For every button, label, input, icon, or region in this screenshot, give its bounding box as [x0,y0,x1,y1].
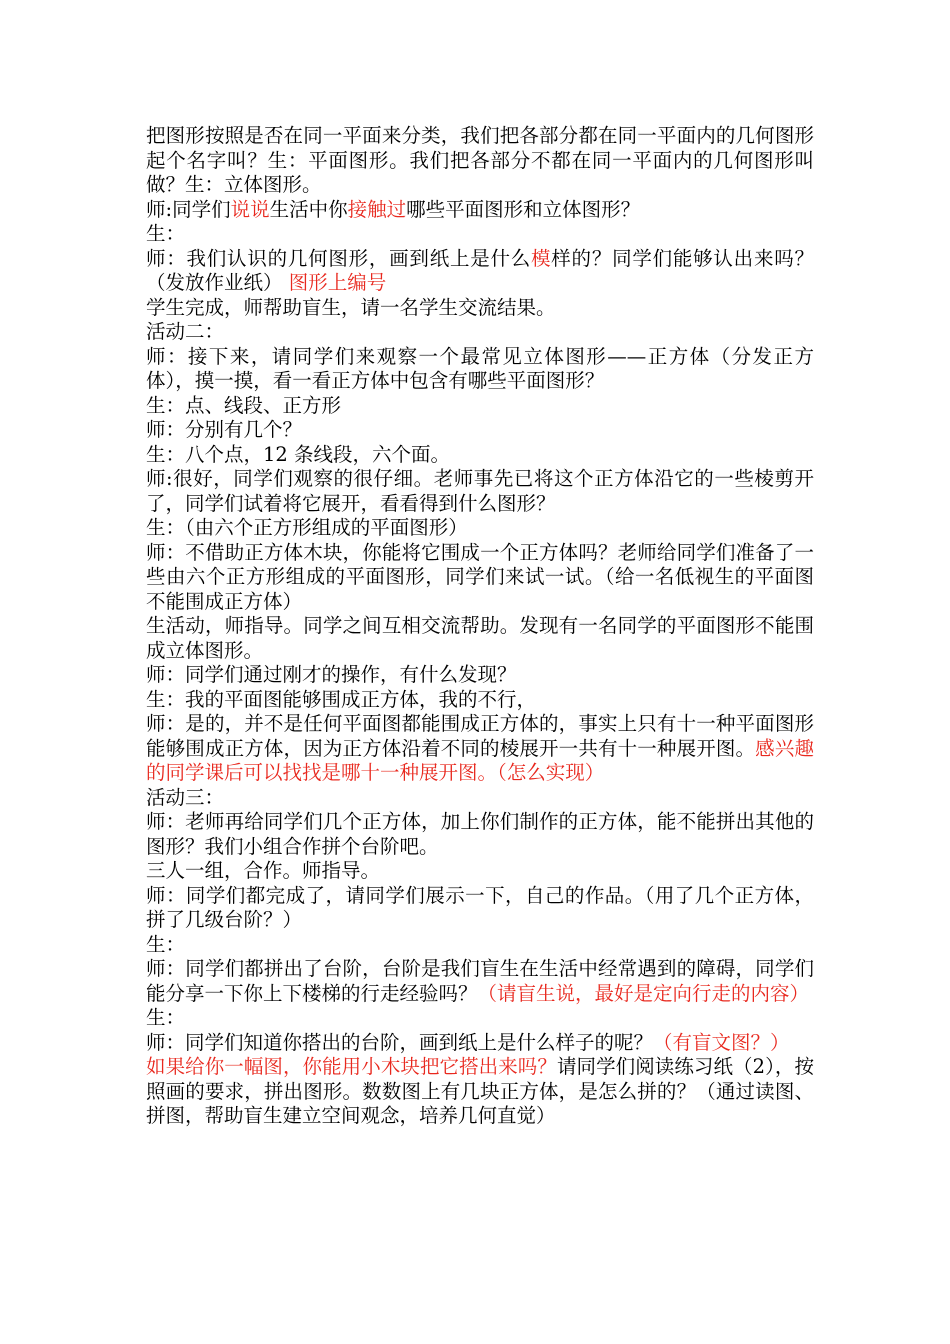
paragraph [146,1006,814,1031]
paragraph [146,516,814,541]
paragraph [146,124,814,198]
paragraph [146,247,814,296]
text-run: 师：同学们都完成了，请同学们展示一下，自己的作品。（用了几个正方体，拼了几级台阶？） [146,883,814,931]
text-run: 生：八个点，12 条线段，六个面。 [146,442,451,466]
text-run: 师：同学们通过刚才的操作，有什么发现？ [146,663,517,686]
paragraph [146,810,814,859]
text-run: 哪些平面图形和立体图形？ [406,197,641,221]
text-run: 师：老师再给同学们几个正方体，加上你们制作的正方体，能不能拼出其他的图形？我们小组合作拼个台阶吧。 [146,810,814,858]
text-run: 请同学们阅读练习纸（2），按照画的要求，拼出图形。数数图上有几块正方体，是怎么拼的？（通过读图、拼图，帮助盲生建立空间观念，培养几何直觉） [146,1055,814,1127]
text-run: 三人一组，合作。师指导。 [146,859,381,882]
highlighted-text-run: 感兴趣的同学课后可以找找是哪十一种展开图。（怎么实现） [146,736,814,784]
paragraph [146,320,814,345]
highlighted-text-run: 接触过 [347,197,407,221]
highlighted-text-run: （有盲文图？） [653,1030,790,1054]
highlighted-text-run: 如果给你一幅图，你能用小木块把它搭出来吗？ [146,1055,557,1078]
highlighted-text-run: （请盲生说，最好是定向行走的内容） [477,981,810,1005]
text-run: 师：接下来，请同学们来观察一个最常见立体图形——正方体（分发正方体），摸一摸，看一看正方体中包含有哪些平面图形？ [146,344,814,392]
text-run: 生活动，师指导。同学之间互相交流帮助。发现有一名同学的平面图形不能围成立体图形。 [146,614,814,662]
highlighted-text-run: 模 [531,246,552,270]
text-run: 活动二： [146,320,225,343]
paragraph [146,467,814,516]
text-run: 师：我们认识的几何图形，画到纸上是什么 [146,246,532,270]
paragraph [146,1055,814,1129]
text-run: 学生完成，师帮助盲生，请一名学生交流结果。 [146,295,556,319]
paragraph [146,957,814,1006]
paragraph [146,663,814,688]
text-run: 把图形按照是否在同一平面来分类，我们把各部分都在同一平面内的几何图形起个名字叫？生：平面图形。我们把各部分不都在同一平面内的几何图形叫做？生：立体图形。 [146,124,814,196]
paragraph [146,345,814,394]
paragraph [146,859,814,884]
paragraph [146,933,814,958]
paragraph [146,786,814,811]
paragraph [146,541,814,615]
text-run: 师：不借助正方体木块，你能将它围成一个正方体吗？老师给同学们准备了一些由六个正方形组成的平面图形，同学们来试一试。（给一名低视生的平面图不能围成正方体） [146,540,814,613]
paragraph [146,222,814,247]
text-run: 生：点、线段、正方形 [146,393,342,417]
paragraph [146,1031,814,1056]
text-run: 活动三： [146,785,225,809]
document-body [146,124,814,1129]
paragraph [146,712,814,786]
paragraph [146,614,814,663]
text-run: 师：是的，并不是任何平面图都能围成正方体的，事实上只有十一种平面图形能够围成正方体，因为正方体沿着不同的棱展开一共有十一种展开图。 [146,712,814,760]
paragraph [146,884,814,933]
text-run: 生： [146,932,186,956]
text-run: 样的？同学们能够认出来吗？（发放作业纸） [146,246,814,294]
text-run: 师:同学们 [146,197,231,221]
paragraph [146,688,814,713]
text-run: 师:很好，同学们观察的很仔细。老师事先已将这个正方体沿它的一些棱剪开了，同学们试着将它展开，看看得到什么图形？ [146,467,814,515]
paragraph [146,418,814,443]
text-run: 生活中你 [269,197,348,221]
highlighted-text-run: 说说 [230,197,270,221]
text-run: 生：我的平面图能够围成正方体，我的不行， [146,687,537,711]
text-run: 师：同学们都拼出了台阶，台阶是我们盲生在生活中经常遇到的障碍，同学们能分享一下你上下楼梯的行走经验吗？ [146,957,814,1005]
text-run: 生：（由六个正方形组成的平面图形） [146,516,468,539]
paragraph [146,394,814,419]
text-run: 生： [146,222,186,245]
text-run: 师：同学们知道你搭出的台阶，画到纸上是什么样子的呢？ [146,1030,654,1054]
highlighted-text-run: 图形上编号 [282,271,387,294]
paragraph [146,198,814,223]
text-run: 师：分别有几个？ [146,418,303,441]
text-run: 生： [146,1006,186,1029]
paragraph [146,296,814,321]
paragraph [146,443,814,468]
